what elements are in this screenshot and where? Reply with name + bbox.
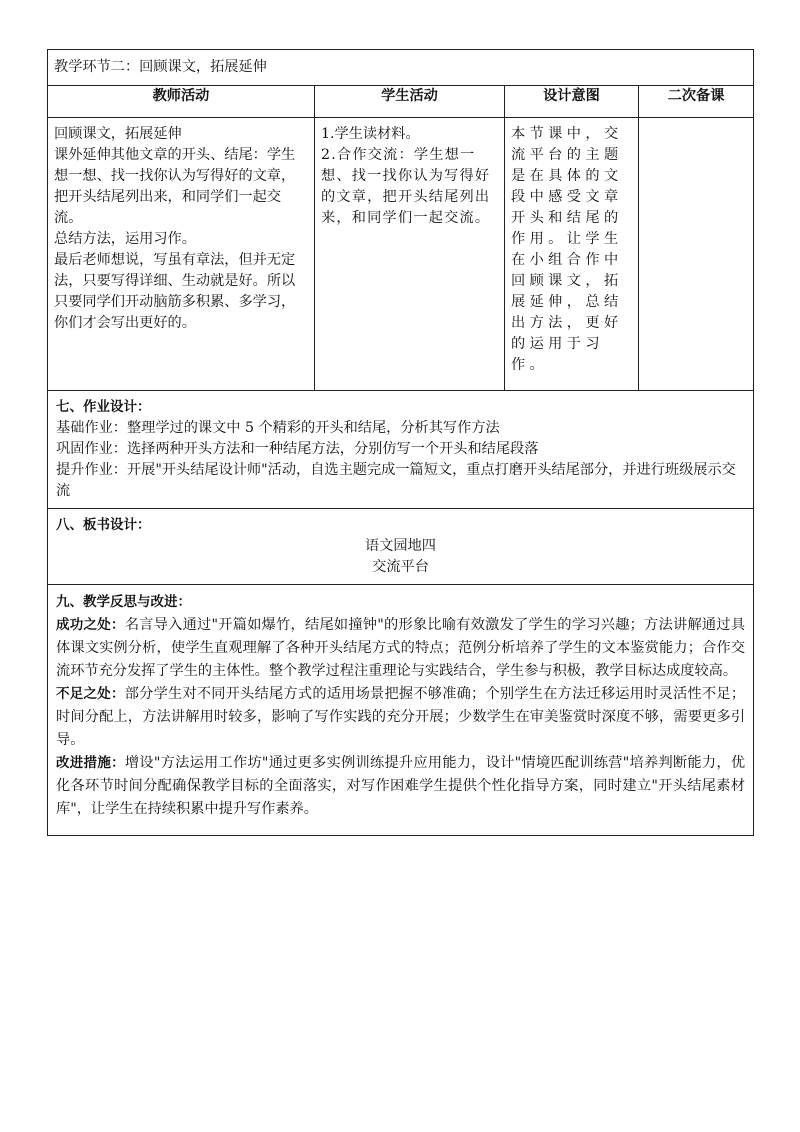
teacher-activity-line: 最后老师想说，写虽有章法，但并无定法，只要写得详细、生动就是好。所以只要同学们开动脑筋多积累、多学习，你们才会写出更好的。 [54,252,296,331]
improve-label: 改进措施： [56,755,125,771]
homework-advanced: 提升作业：开展"开头结尾设计师"活动，自选主题完成一篇短文，重点打磨开头结尾部分，并进行班级展示交流 [56,462,736,499]
second-prep-cell [639,118,754,391]
header-second-prep: 二次备课 [639,86,754,118]
lesson-plan-table [47,49,754,836]
board-line-1: 语文园地四 [365,538,436,554]
teacher-activity-cell [48,118,315,391]
header-student-activity: 学生活动 [315,86,505,118]
homework-consolidate: 巩固作业：选择两种开头方法和一种结尾方法，分别仿写一个开头和结尾段落 [56,441,539,457]
design-intent-cell: 本节课中，交流平台的主题是在具体的文段中感受文章开头和结尾的作用。让学生在小组合作中回顾课文，拓展延伸，总结出方法，更好的运用于习作。 [505,118,639,391]
reflection-shortcoming [56,683,745,752]
homework-section [48,391,754,509]
improve-text: 增设"方法运用工作坊"通过更多实例训练提升应用能力，设计"情境匹配训练营"培养判断能力，优化各环节时间分配确保教学目标的全面落实，对写作困难学生提供个性化指导方案，同时建立"开头结尾素材库"，让学生在持续积累中提升写作素养。 [56,755,746,817]
teacher-activity-line: 回顾课文，拓展延伸 [54,126,182,142]
header-design-intent: 设计意图 [505,86,639,118]
shortcoming-text: 部分学生对不同开头结尾方式的适用场景把握不够准确；个别学生在方法迁移运用时灵活性不足；时间分配上，方法讲解用时较多，影响了写作实践的充分开展；少数学生在审美鉴赏时深度不够，需要更多引导。 [56,686,746,748]
reflection-title: 九、教学反思与改进： [56,594,191,610]
teacher-activity-line: 课外延伸其他文章的开头、结尾：学生想一想、找一找你认为写得好的文章，把开头结尾列出来，和同学们一起交流。 [54,147,296,226]
board-line-2: 交流平台 [372,559,429,575]
reflection-improve [56,752,745,821]
reflection-success [56,614,745,683]
shortcoming-label: 不足之处： [56,686,125,702]
homework-basic: 基础作业：整理学过的课文中 5 个精彩的开头和结尾，分析其写作方法 [56,420,500,436]
success-text: 名言导入通过"开篇如爆竹，结尾如撞钟"的形象比喻有效激发了学生的学习兴趣；方法讲解通过具体课文实例分析，使学生直观理解了各种开头结尾方式的特点；范例分析培养了学生的文本鉴赏能力；合作交流环节充分发挥了学生的主体性。整个教学过程注重理论与实践结合，学生参与积极，教学目标达成度较高。 [56,617,746,679]
board-design-section [48,509,754,585]
teacher-activity-line: 总结方法，运用习作。 [54,231,196,247]
student-activity-cell [315,118,505,391]
homework-title: 七、作业设计： [56,399,151,415]
student-activity-line: 1.学生读材料。 [321,126,420,142]
board-title: 八、板书设计： [56,517,151,533]
header-teacher-activity: 教师活动 [48,86,315,118]
success-label: 成功之处： [56,617,125,633]
reflection-section [48,585,754,836]
section-title: 教学环节二：回顾课文，拓展延伸 [48,50,754,86]
student-activity-line: 2.合作交流：学生想一想、找一找你认为写得好的文章，把开头结尾列出来，和同学们一起交流。 [321,147,491,226]
